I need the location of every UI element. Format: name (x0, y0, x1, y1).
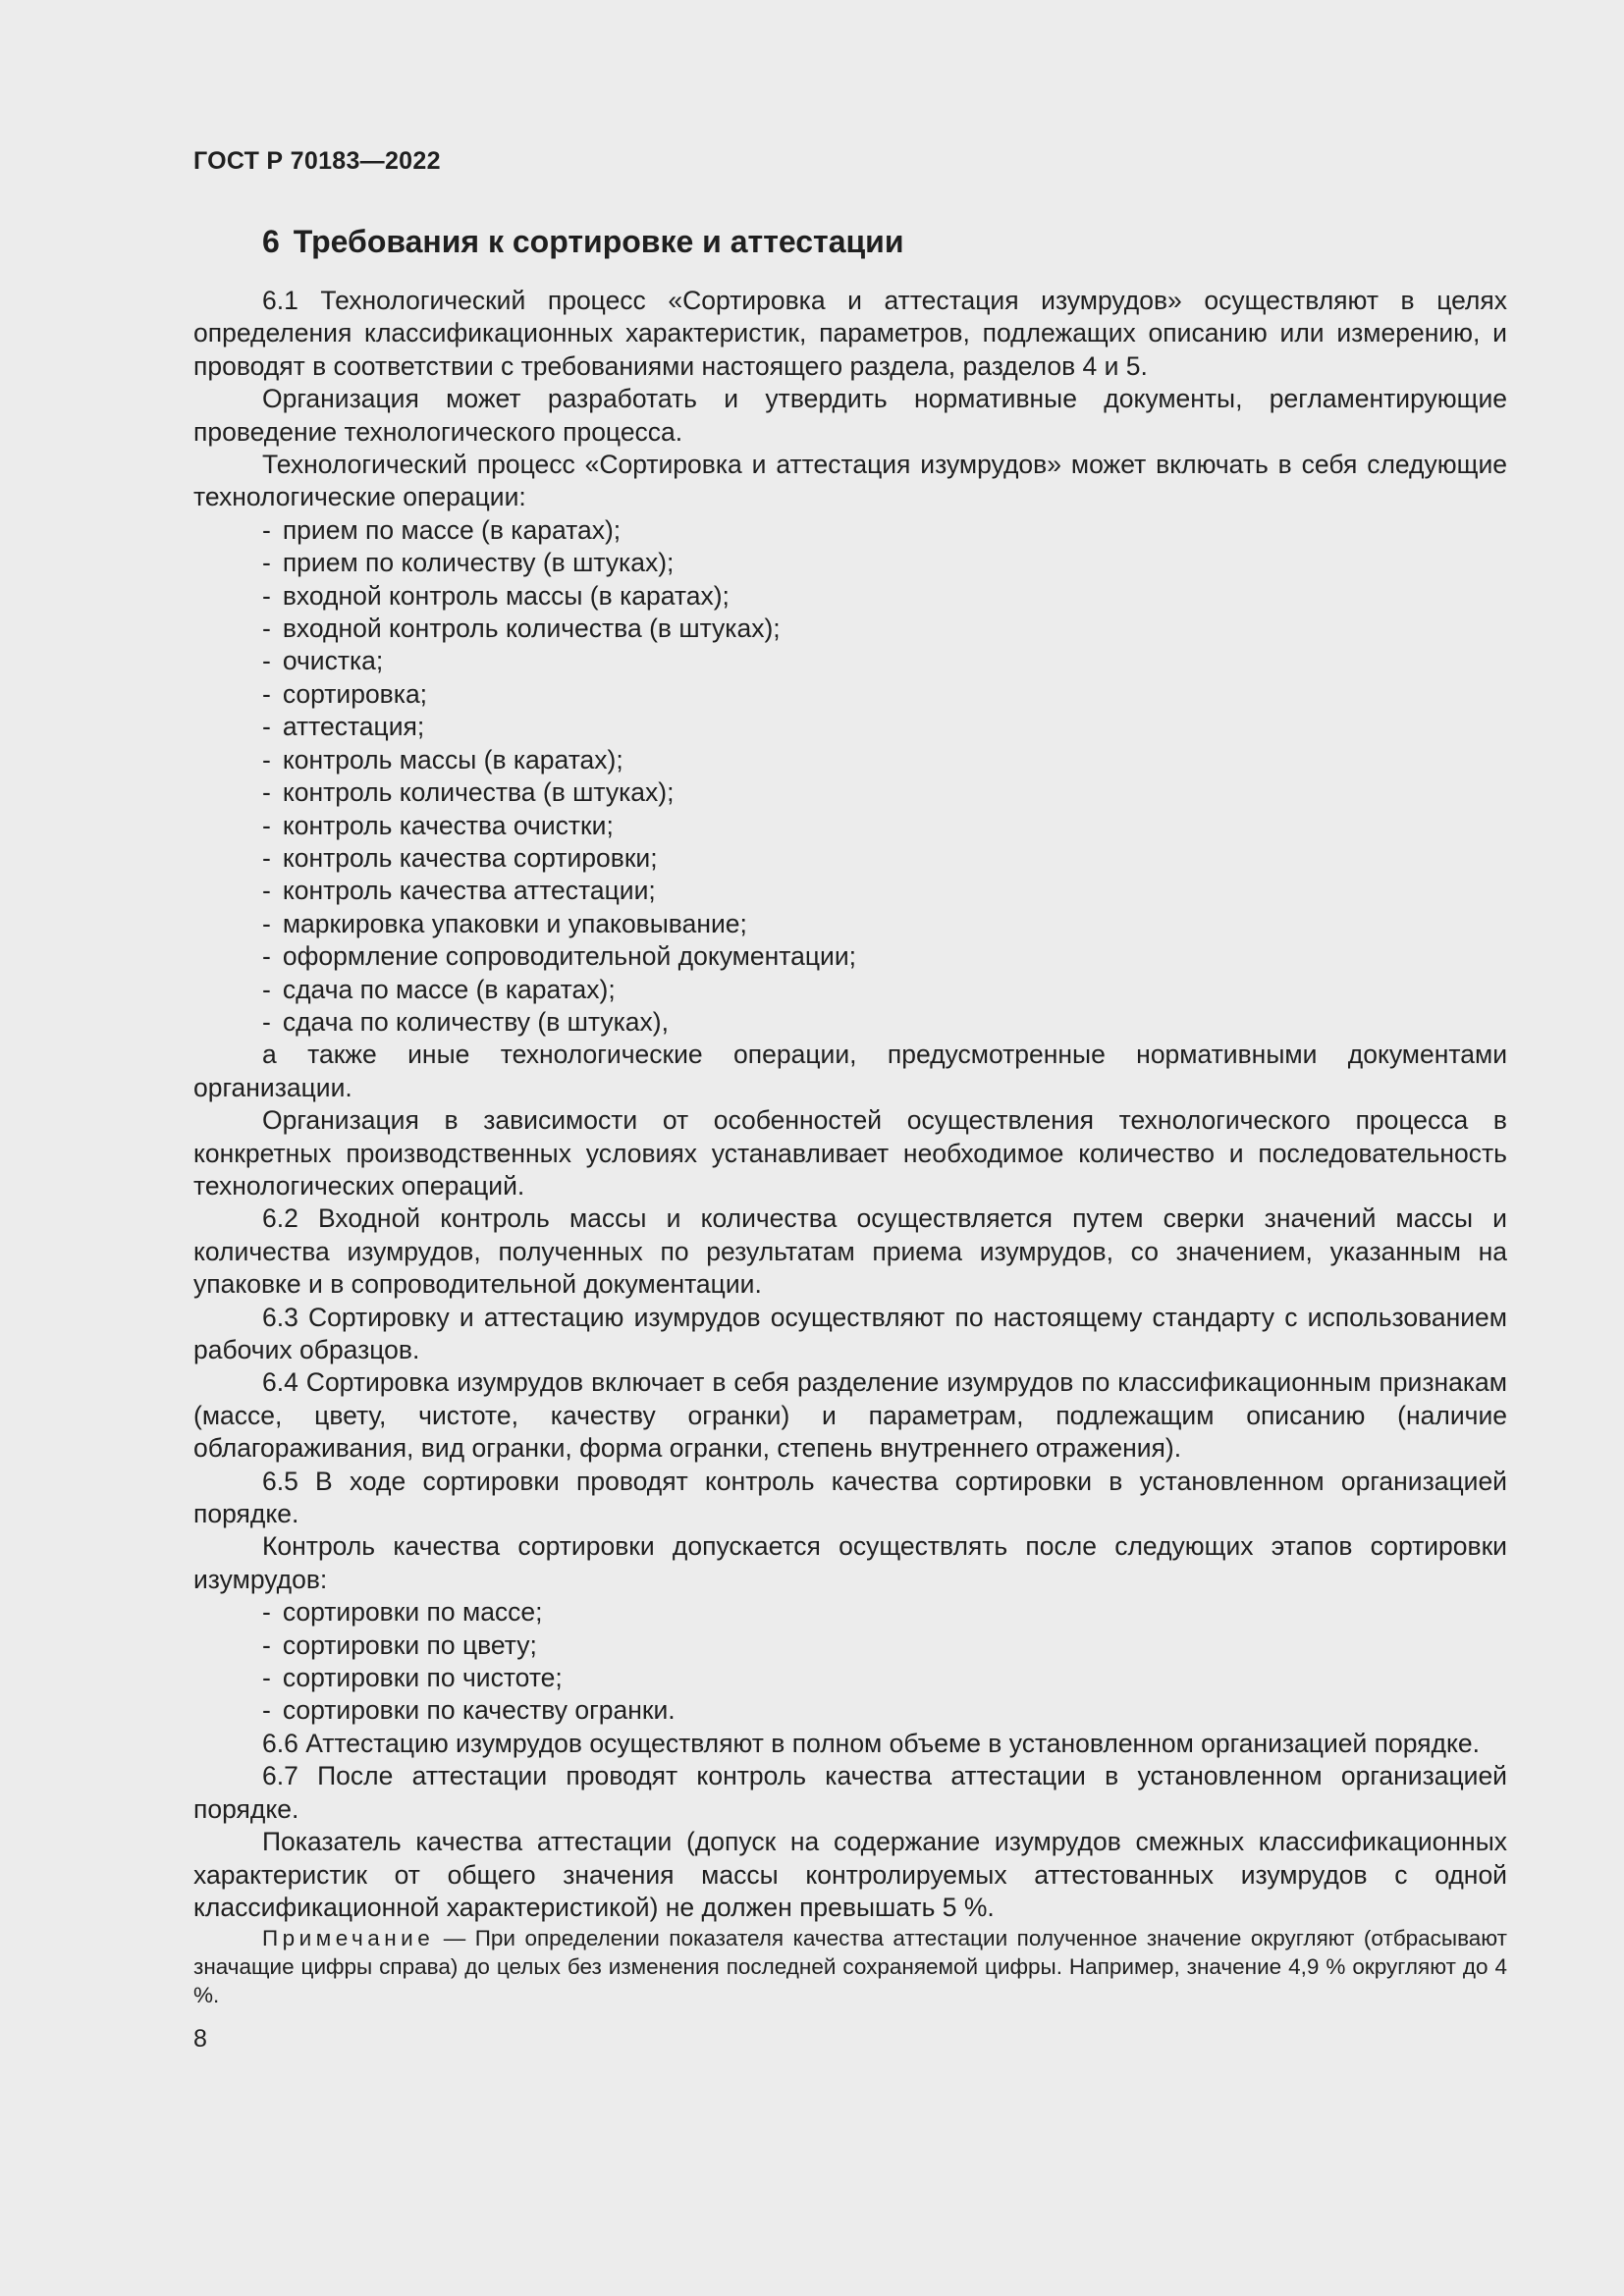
list-dash: - (262, 514, 271, 545)
list-item: - сдача по массе (в каратах); (262, 974, 616, 1004)
list-dash: - (262, 810, 271, 840)
section-body (193, 285, 1507, 2056)
list-item: - сдача по количеству (в штуках), (262, 1006, 669, 1037)
paragraph-6-2: 6.2 Входной контроль массы и количества осуществляется путем сверки значений массы и количества изумрудов, полученных по результатам приема изумрудов, со значением, указанным на упаковке и в сопроводительной документации. (193, 1203, 1507, 1300)
list-item: - контроль массы (в каратах); (262, 744, 623, 774)
list-item: - прием по массе (в каратах); (262, 514, 622, 545)
paragraph-org-depends: Организация в зависимости от особенностей осуществления технологического процесса в конкретных производственных условиях устанавливает необходимое количество и последовательность технологических операций. (193, 1105, 1507, 1201)
list-item: - маркировка упаковки и упаковывание; (262, 908, 747, 938)
list-dash: - (262, 712, 271, 742)
list-item: - контроль качества сортировки; (262, 842, 658, 873)
paragraph-sort-stages-intro: Контроль качества сортировки допускается осуществлять после следующих этапов сортировки изумрудов: (193, 1531, 1507, 1594)
list-dash: - (262, 646, 271, 676)
list-item: - сортировка; (262, 678, 428, 709)
section-heading (262, 224, 904, 260)
section-number: 6 (262, 224, 280, 259)
paragraph-6-4: 6.4 Сортировка изумрудов включает в себя разделение изумрудов по классификационным признакам (массе, цвету, чистоте, качеству огранки) и параметрам, подлежащим описанию (наличие облагораживания, вид огранки, форма огранки, степень внутреннего отражения). (193, 1367, 1507, 1464)
list-item: - входной контроль массы (в каратах); (262, 580, 730, 611)
page-number: 8 (193, 2025, 207, 2054)
paragraph-operations-intro: Технологический процесс «Сортировка и аттестация изумрудов» может включать в себя следующие технологические операции: (193, 450, 1507, 512)
list-item: - прием по количеству (в штуках); (262, 548, 675, 578)
paragraph-operations-outro: а также иные технологические операции, предусмотренные нормативными документами организации. (193, 1040, 1507, 1102)
list-dash: - (262, 908, 271, 938)
list-item: - сортировки по качеству огранки. (262, 1695, 676, 1726)
operations-list (193, 514, 1507, 1040)
list-dash: - (262, 678, 271, 709)
list-dash: - (262, 941, 271, 972)
list-dash: - (262, 1597, 271, 1628)
list-dash: - (262, 580, 271, 611)
list-item: - сортировки по чистоте; (262, 1663, 563, 1693)
list-item: - сортировки по цвету; (262, 1629, 537, 1660)
list-dash: - (262, 1629, 271, 1660)
list-item: - аттестация; (262, 712, 425, 742)
list-dash: - (262, 876, 271, 906)
list-item: - оформление сопроводительной документации; (262, 941, 856, 972)
list-item: - контроль количества (в штуках); (262, 777, 675, 808)
paragraph-quality-indicator: Показатель качества аттестации (допуск на содержание изумрудов смежных классификационных характеристик от общего значения массы контролируемых аттестованных изумрудов с одной классификационной характеристикой) не должен превышать 5 %. (193, 1827, 1507, 1922)
paragraph-6-7: 6.7 После аттестации проводят контроль качества аттестации в установленном организацией порядке. (193, 1761, 1507, 1824)
list-dash: - (262, 842, 271, 873)
paragraph-6-3: 6.3 Сортировку и аттестацию изумрудов осуществляют по настоящему стандарту с использованием рабочих образцов. (193, 1302, 1507, 1364)
paragraph-6-1: 6.1 Технологический процесс «Сортировка и аттестация изумрудов» осуществляют в целях определения классификационных характеристик, параметров, подлежащих описанию или измерению, и проводят в соответствии с требованиями настоящего раздела, разделов 4 и 5. (193, 286, 1507, 381)
list-item: - очистка; (262, 646, 384, 676)
paragraph-6-6: 6.6 Аттестацию изумрудов осуществляют в полном объеме в установленном организацией порядке. (262, 1728, 1480, 1758)
list-dash: - (262, 1006, 271, 1037)
list-dash: - (262, 744, 271, 774)
list-dash: - (262, 548, 271, 578)
list-dash: - (262, 1663, 271, 1693)
section-title-text: Требования к сортировке и аттестации (293, 224, 904, 259)
list-dash: - (262, 1695, 271, 1726)
note-label: Примечание (262, 1926, 435, 1951)
document-code-header: ГОСТ Р 70183—2022 (193, 147, 441, 175)
sort-stages-list (193, 1596, 1507, 1728)
list-item: - контроль качества аттестации; (262, 876, 656, 906)
note-block (193, 1924, 1507, 2009)
paragraph-org-documents: Организация может разработать и утвердить нормативные документы, регламентирующие проведение технологического процесса. (193, 384, 1507, 447)
note-text: — При определении показателя качества аттестации полученное значение округляют (отбрасывают значащие цифры справа) до целых без изменения последней сохраняемой цифры. Например, значение 4,9 % округляют до 4 %. (193, 1926, 1507, 2008)
list-item: - сортировки по массе; (262, 1597, 543, 1628)
list-dash: - (262, 974, 271, 1004)
list-item: - входной контроль количества (в штуках); (262, 614, 781, 644)
list-item: - контроль качества очистки; (262, 810, 614, 840)
paragraph-6-5: 6.5 В ходе сортировки проводят контроль качества сортировки в установленном организацией порядке. (193, 1466, 1507, 1529)
list-dash: - (262, 777, 271, 808)
list-dash: - (262, 614, 271, 644)
